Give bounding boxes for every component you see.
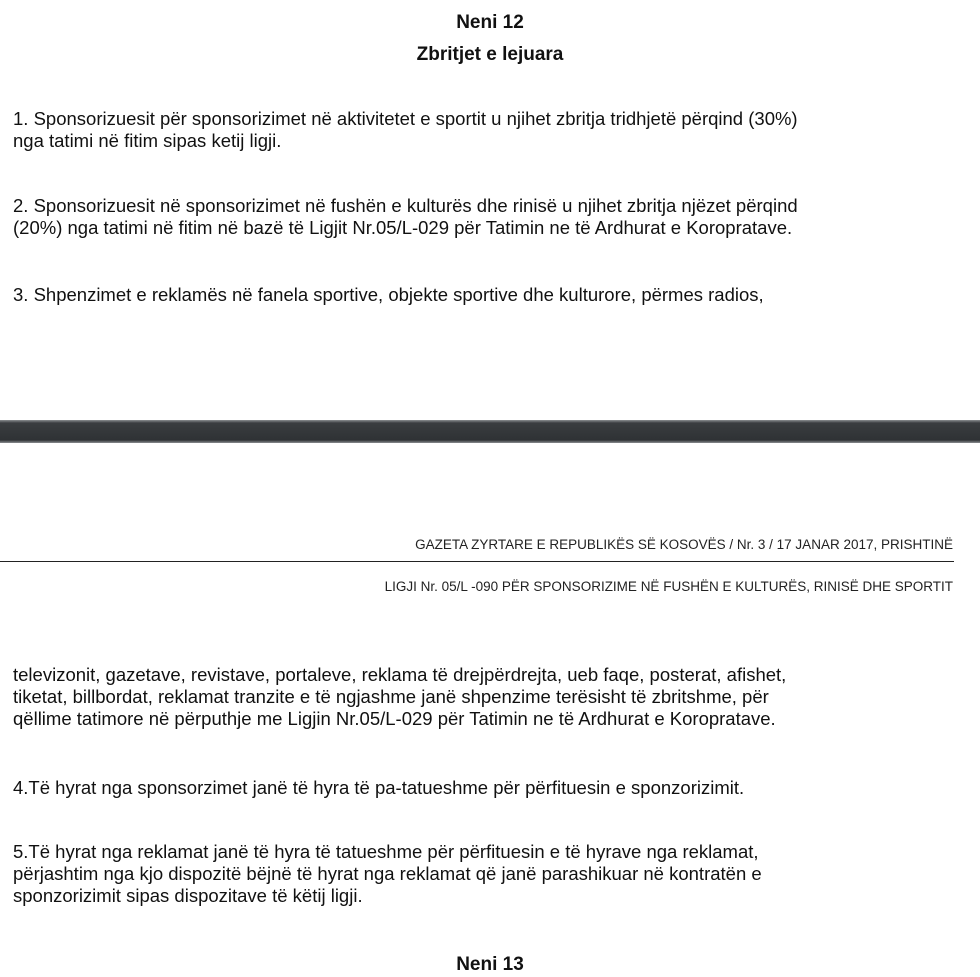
document-page-top bbox=[0, 0, 980, 420]
header-divider bbox=[0, 561, 954, 562]
paragraph-line: nga tatimi në fitim sipas ketij ligji. bbox=[13, 130, 282, 151]
gazette-header: GAZETA ZYRTARE E REPUBLIKËS SË KOSOVËS / Nr. 3 / 17 JANAR 2017, PRISHTINË bbox=[415, 537, 953, 552]
paragraph-line: 1. Sponsorizuesit për sponsorizimet në aktivitetet e sportit u njihet zbritja tridhjetë përqind (30%) bbox=[13, 108, 798, 129]
article-number: Neni 12 bbox=[456, 12, 524, 33]
paragraph-line: sponzorizimit sipas dispozitave të këtij ligji. bbox=[13, 885, 363, 906]
paragraph-line: përjashtim nga kjo dispozitë bëjnë të hyrat nga reklamat që janë parashikuar në kontratën e bbox=[13, 863, 762, 884]
next-article-number: Neni 13 bbox=[456, 954, 524, 975]
paragraph-line: televizonit, gazetave, revistave, portaleve, reklama të drejpërdrejta, ueb faqe, posterat, afishet, bbox=[13, 664, 787, 685]
paragraph-line: 5.Të hyrat nga reklamat janë të hyra të tatueshme për përfituesin e të hyrave nga reklamat, bbox=[13, 841, 759, 862]
paragraph-line: tiketat, billbordat, reklamat tranzite e të ngjashme janë shpenzime terësisht të zbritshme, për bbox=[13, 686, 769, 707]
law-header: LIGJI Nr. 05/L -090 PËR SPONSORIZIME NË FUSHËN E KULTURËS, RINISË DHE SPORTIT bbox=[384, 579, 953, 594]
paragraph-line: qëllime tatimore në përputhje me Ligjin Nr.05/L-029 për Tatimin ne të Ardhurat e Koropratave. bbox=[13, 708, 776, 729]
paragraph-3 bbox=[13, 284, 913, 306]
page-separator bbox=[0, 420, 980, 443]
document-page-bottom bbox=[0, 443, 980, 975]
paragraph-5 bbox=[13, 841, 913, 907]
paragraph-line: 3. Shpenzimet e reklamës në fanela sportive, objekte sportive dhe kulturore, përmes radios, bbox=[13, 284, 764, 305]
paragraph-2 bbox=[13, 195, 913, 239]
paragraph-1 bbox=[13, 108, 913, 152]
article-title: Zbritjet e lejuara bbox=[416, 44, 564, 65]
paragraph-line: (20%) nga tatimi në fitim në bazë të Ligjit Nr.05/L-029 për Tatimin ne të Ardhurat e Koropratave. bbox=[13, 217, 793, 238]
paragraph-line: 4.Të hyrat nga sponsorzimet janë të hyra të pa-tatueshme për përfituesin e sponzorizimit. bbox=[13, 777, 745, 798]
paragraph-4 bbox=[13, 777, 913, 799]
paragraph-line: 2. Sponsorizuesit në sponsorizimet në fushën e kulturës dhe rinisë u njihet zbritja njëzet përqind bbox=[13, 195, 798, 216]
paragraph-3-continued bbox=[13, 664, 913, 730]
